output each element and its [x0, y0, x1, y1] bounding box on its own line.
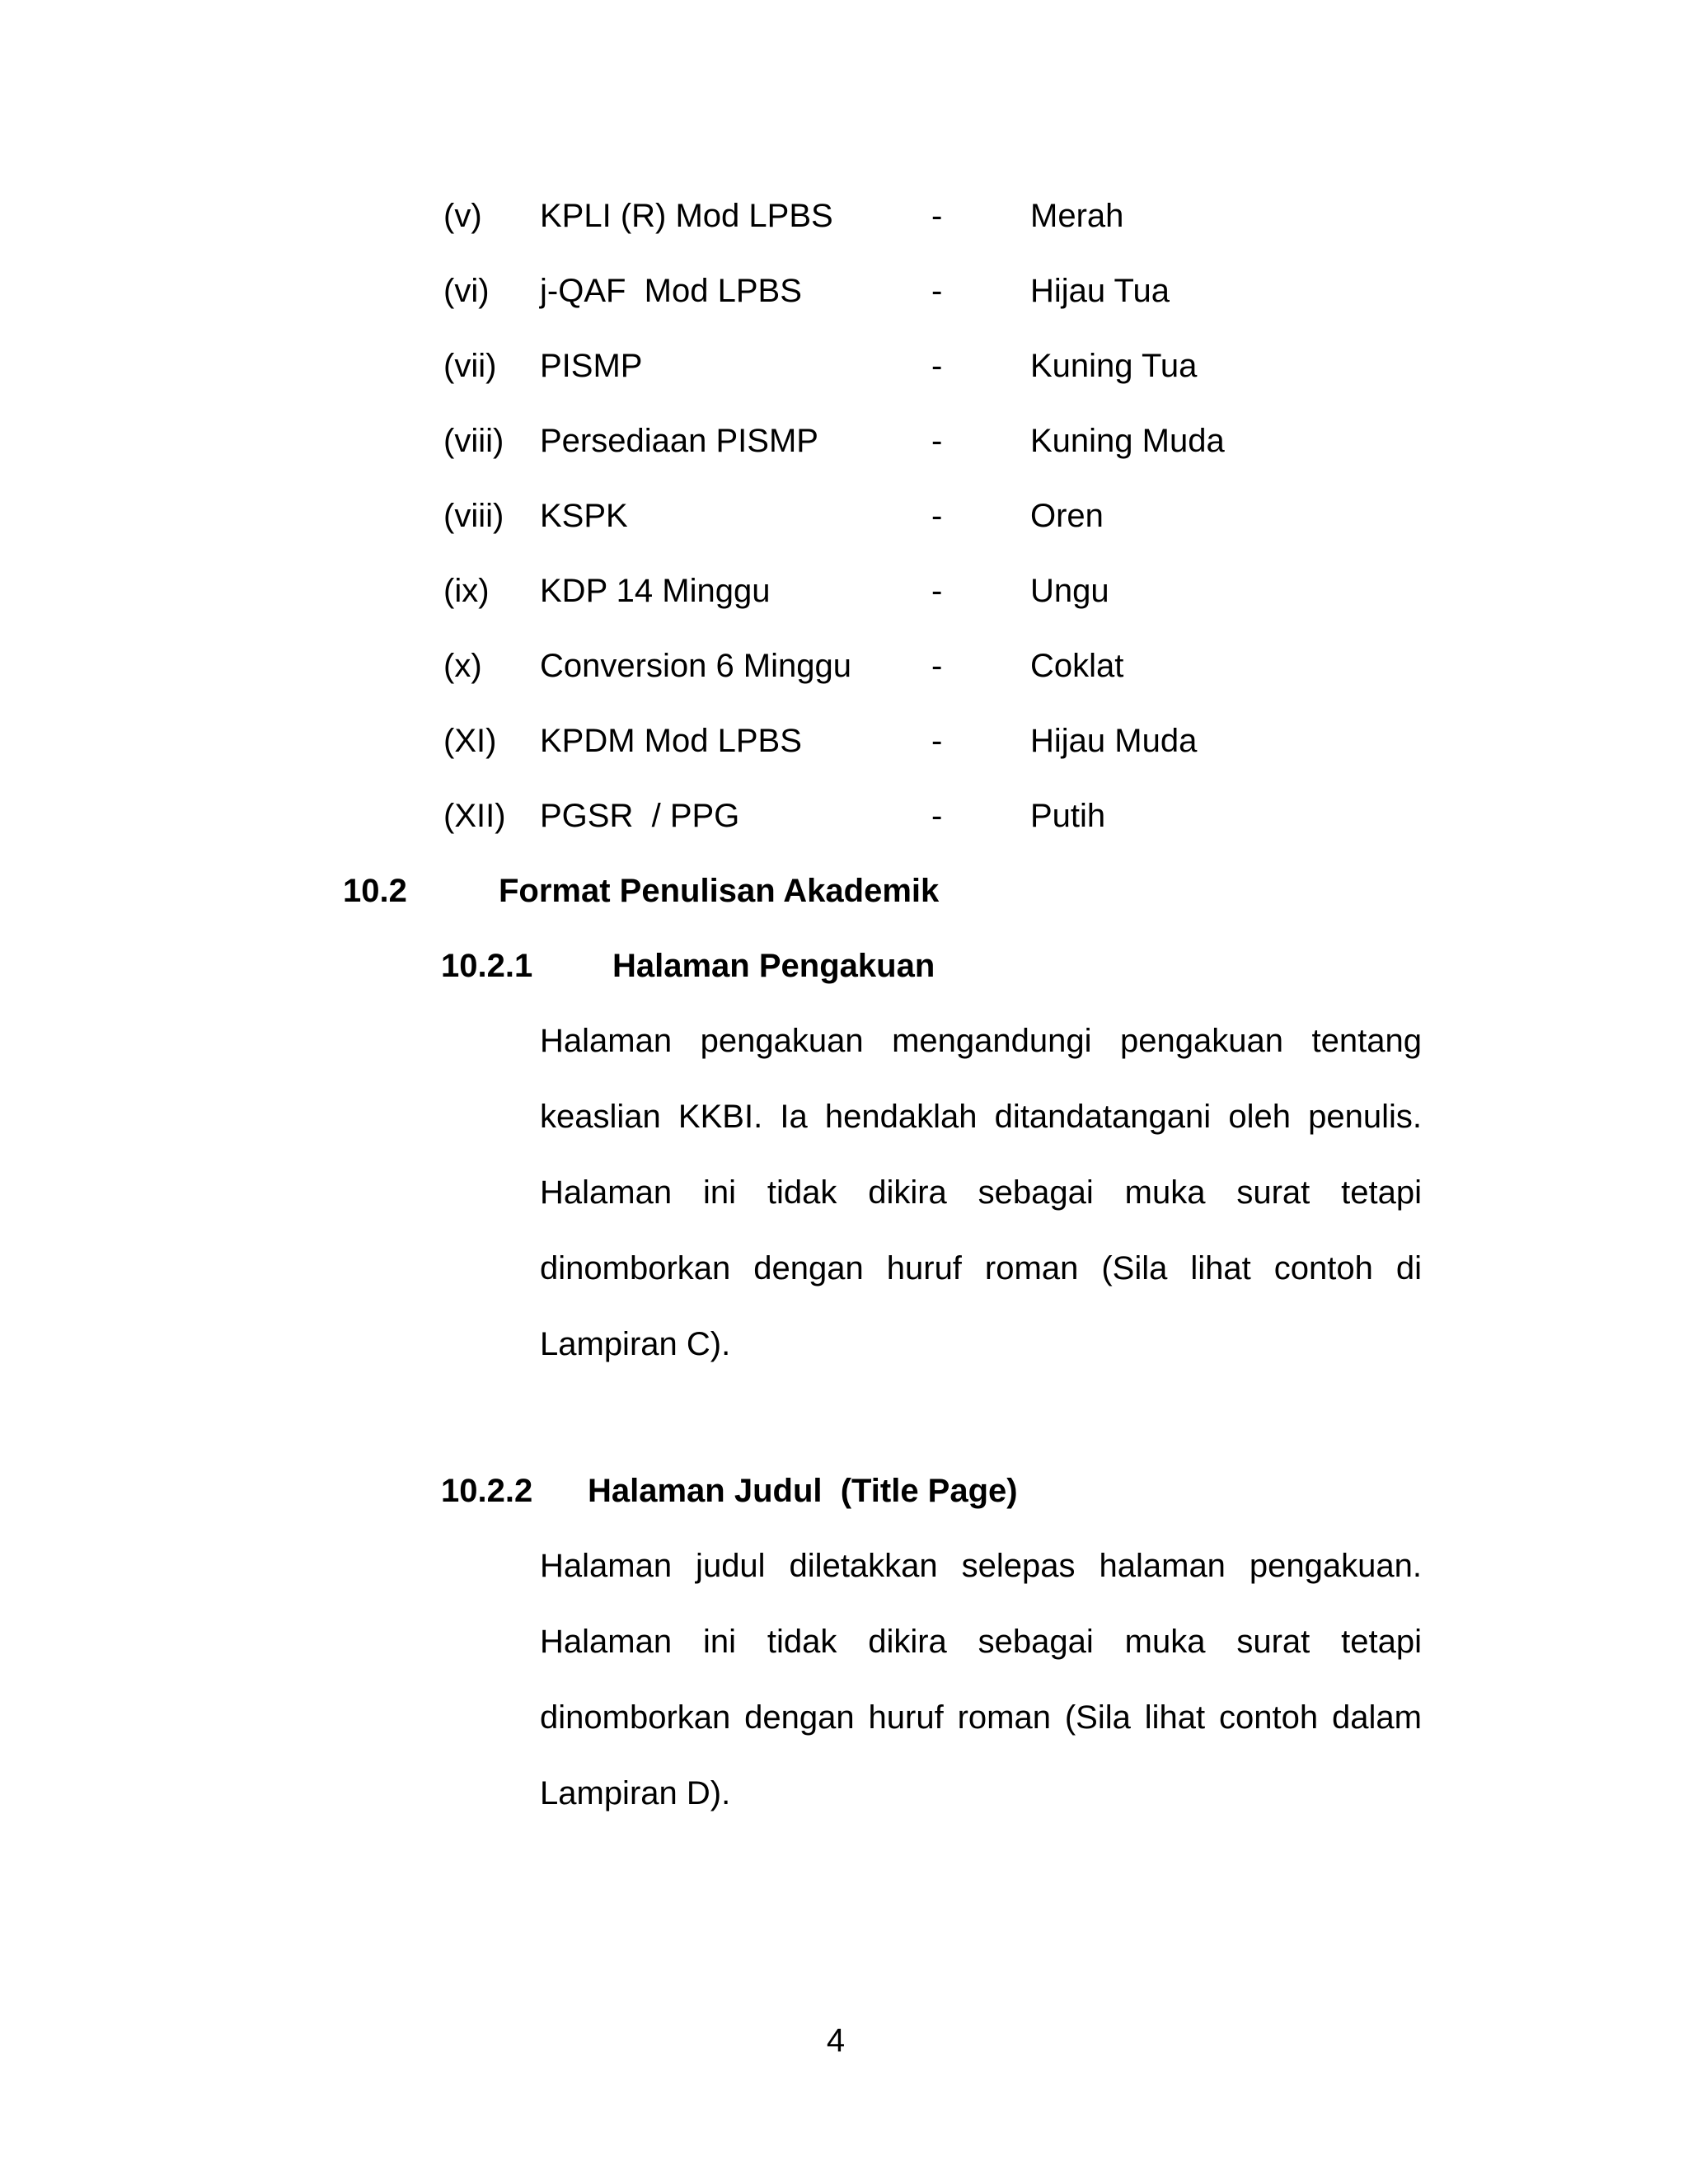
- list-item-number: (viii): [443, 498, 504, 534]
- list-item-color: Hijau Muda: [1030, 723, 1198, 759]
- list-item-number: (XII): [443, 798, 506, 834]
- paragraph-line: Lampiran C).: [540, 1326, 731, 1362]
- list-item: [0, 791, 1688, 841]
- paragraph-halaman-pengakuan: [540, 1016, 1422, 1395]
- list-item-dash: -: [931, 723, 943, 759]
- paragraph-line: Halaman pengakuan mengandungi pengakuan tentang: [540, 1023, 1422, 1059]
- list-item-dash: -: [931, 573, 943, 609]
- list-item: [0, 566, 1688, 616]
- subsection-title: Halaman Pengakuan: [612, 948, 935, 984]
- list-item-number: (XI): [443, 723, 497, 759]
- list-item-number: (x): [443, 648, 482, 684]
- list-item-dash: -: [931, 648, 943, 684]
- list-item-label: PISMP: [540, 348, 643, 384]
- paragraph-line: keaslian KKBI. Ia hendaklah ditandatangani oleh penulis.: [540, 1099, 1422, 1135]
- subsection-title: Halaman Judul (Title Page): [588, 1473, 1018, 1509]
- list-item-dash: -: [931, 498, 943, 534]
- list-item-dash: -: [931, 348, 943, 384]
- list-item-number: (ix): [443, 573, 490, 609]
- list-item-dash: -: [931, 423, 943, 459]
- list-item-label: j-QAF Mod LPBS: [540, 273, 802, 309]
- paragraph-halaman-judul: [540, 1541, 1422, 1844]
- list-item: [0, 641, 1688, 691]
- page-number: 4: [826, 2022, 846, 2059]
- list-item-color: Ungu: [1030, 573, 1109, 609]
- list-item: [0, 491, 1688, 541]
- list-item-label: Persediaan PISMP: [540, 423, 818, 459]
- list-item-color: Putih: [1030, 798, 1106, 834]
- paragraph-line: Lampiran D).: [540, 1775, 731, 1811]
- paragraph-line: dinomborkan dengan huruf roman (Sila lihat contoh di: [540, 1250, 1422, 1286]
- list-item-label: KPDM Mod LPBS: [540, 723, 802, 759]
- paragraph-line: Halaman judul diletakkan selepas halaman pengakuan.: [540, 1548, 1422, 1584]
- paragraph-line: Halaman ini tidak dikira sebagai muka surat tetapi: [540, 1174, 1422, 1211]
- list-item-dash: -: [931, 273, 943, 309]
- list-item-label: PGSR / PPG: [540, 798, 740, 834]
- paragraph-line: dinomborkan dengan huruf roman (Sila lihat contoh dalam: [540, 1699, 1422, 1736]
- list-item: [0, 341, 1688, 391]
- list-item-label: KSPK: [540, 498, 628, 534]
- list-item: [0, 266, 1688, 316]
- list-item-number: (vi): [443, 273, 490, 309]
- list-item-label: KDP 14 Minggu: [540, 573, 771, 609]
- list-item-color: Kuning Tua: [1030, 348, 1198, 384]
- list-item-dash: -: [931, 198, 943, 234]
- list-item-label: Conversion 6 Minggu: [540, 648, 851, 684]
- list-item-color: Kuning Muda: [1030, 423, 1225, 459]
- list-item-number: (v): [443, 198, 482, 234]
- section-number: 10.2: [343, 873, 407, 909]
- list-item: [0, 191, 1688, 241]
- list-item-color: Oren: [1030, 498, 1104, 534]
- list-item-dash: -: [931, 798, 943, 834]
- subsection-number: 10.2.1: [441, 948, 533, 984]
- list-item-label: KPLI (R) Mod LPBS: [540, 198, 833, 234]
- subsection-number: 10.2.2: [441, 1473, 533, 1509]
- list-item-color: Merah: [1030, 198, 1124, 234]
- list-item-number: (vii): [443, 348, 497, 384]
- paragraph-line: Halaman ini tidak dikira sebagai muka surat tetapi: [540, 1624, 1422, 1660]
- list-item-number: (viii): [443, 423, 504, 459]
- list-item-color: Coklat: [1030, 648, 1124, 684]
- list-item-color: Hijau Tua: [1030, 273, 1170, 309]
- list-item: [0, 716, 1688, 766]
- section-title: Format Penulisan Akademik: [499, 873, 940, 909]
- list-item: [0, 416, 1688, 466]
